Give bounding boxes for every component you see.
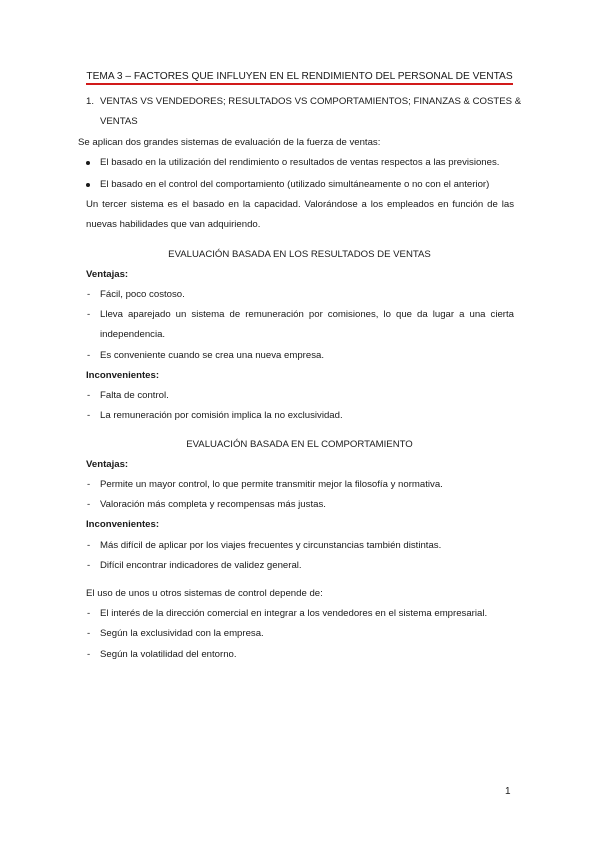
dash-marker: -: [87, 649, 91, 660]
behavior-disadvantages-label: Inconvenientes:: [86, 519, 160, 530]
system-item-1: El basado en la utilización del rendimiento o resultados de ventas respectos a las previsiones.: [100, 157, 500, 168]
dash-marker: -: [87, 479, 91, 490]
section-heading-line1: VENTAS VS VENDEDORES; RESULTADOS VS COMPORTAMIENTOS; FINANZAS & COSTES &: [100, 96, 522, 107]
title-text: TEMA 3 – FACTORES QUE INFLUYEN EN EL RENDIMIENTO DEL PERSONAL DE VENTAS: [86, 71, 512, 85]
behavior-disadvantage-2: Difícil encontrar indicadores de validez general.: [100, 560, 302, 571]
dash-marker: -: [87, 309, 91, 320]
system-item-2: El basado en el control del comportamiento (utilizado simultáneamente o no con el anterior): [100, 179, 490, 190]
behavior-disadvantage-1: Más difícil de aplicar por los viajes frecuentes y circunstancias también distintas.: [100, 540, 442, 551]
dash-marker: -: [87, 560, 91, 571]
dash-marker: -: [87, 410, 91, 421]
page-number: 1: [505, 786, 511, 797]
dash-marker: -: [87, 390, 91, 401]
section-number: 1.: [86, 96, 95, 107]
results-advantage-3: Es conveniente cuando se crea una nueva empresa.: [100, 350, 325, 361]
dash-marker: -: [87, 350, 91, 361]
dash-marker: -: [87, 289, 91, 300]
control-use-intro: El uso de unos u otros sistemas de control depende de:: [86, 588, 323, 599]
results-advantage-1: Fácil, poco costoso.: [100, 289, 185, 300]
behavior-advantage-2: Valoración más completa y recompensas más justas.: [100, 499, 326, 510]
behavior-advantage-1: Permite un mayor control, lo que permite transmitir mejor la filosofía y normativa.: [100, 479, 443, 490]
bullet-dot: [86, 183, 90, 187]
dash-marker: -: [87, 499, 91, 510]
results-disadvantages-label: Inconvenientes:: [86, 370, 160, 381]
results-advantage-2-cont: independencia.: [100, 329, 166, 340]
results-advantages-label: Ventajas:: [86, 269, 129, 280]
results-heading: EVALUACIÓN BASADA EN LOS RESULTADOS DE VENTAS: [168, 249, 431, 260]
results-advantage-2: Lleva aparejado un sistema de remuneración por comisiones, lo que da lugar a una cierta: [100, 309, 514, 320]
results-disadvantage-2: La remuneración por comisión implica la no exclusividad.: [100, 410, 343, 421]
dash-marker: -: [87, 540, 91, 551]
control-use-item-2: Según la exclusividad con la empresa.: [100, 628, 264, 639]
control-use-item-1: El interés de la dirección comercial en integrar a los vendedores en el sistema empresarial.: [100, 608, 488, 619]
section-heading-line2: VENTAS: [100, 116, 138, 127]
third-system-line2: nuevas habilidades que van adquiriendo.: [86, 219, 261, 230]
intro-paragraph: Se aplican dos grandes sistemas de evaluación de la fuerza de ventas:: [78, 137, 381, 148]
results-disadvantage-1: Falta de control.: [100, 390, 169, 401]
third-system-line1: Un tercer sistema es el basado en la capacidad. Valorándose a los empleados en función de las: [86, 199, 514, 210]
dash-marker: -: [87, 628, 91, 639]
bullet-dot: [86, 161, 90, 165]
control-use-item-3: Según la volatilidad del entorno.: [100, 649, 237, 660]
behavior-advantages-label: Ventajas:: [86, 459, 129, 470]
dash-marker: -: [87, 608, 91, 619]
document-title: [0, 70, 599, 84]
behavior-heading: EVALUACIÓN BASADA EN EL COMPORTAMIENTO: [186, 439, 413, 450]
